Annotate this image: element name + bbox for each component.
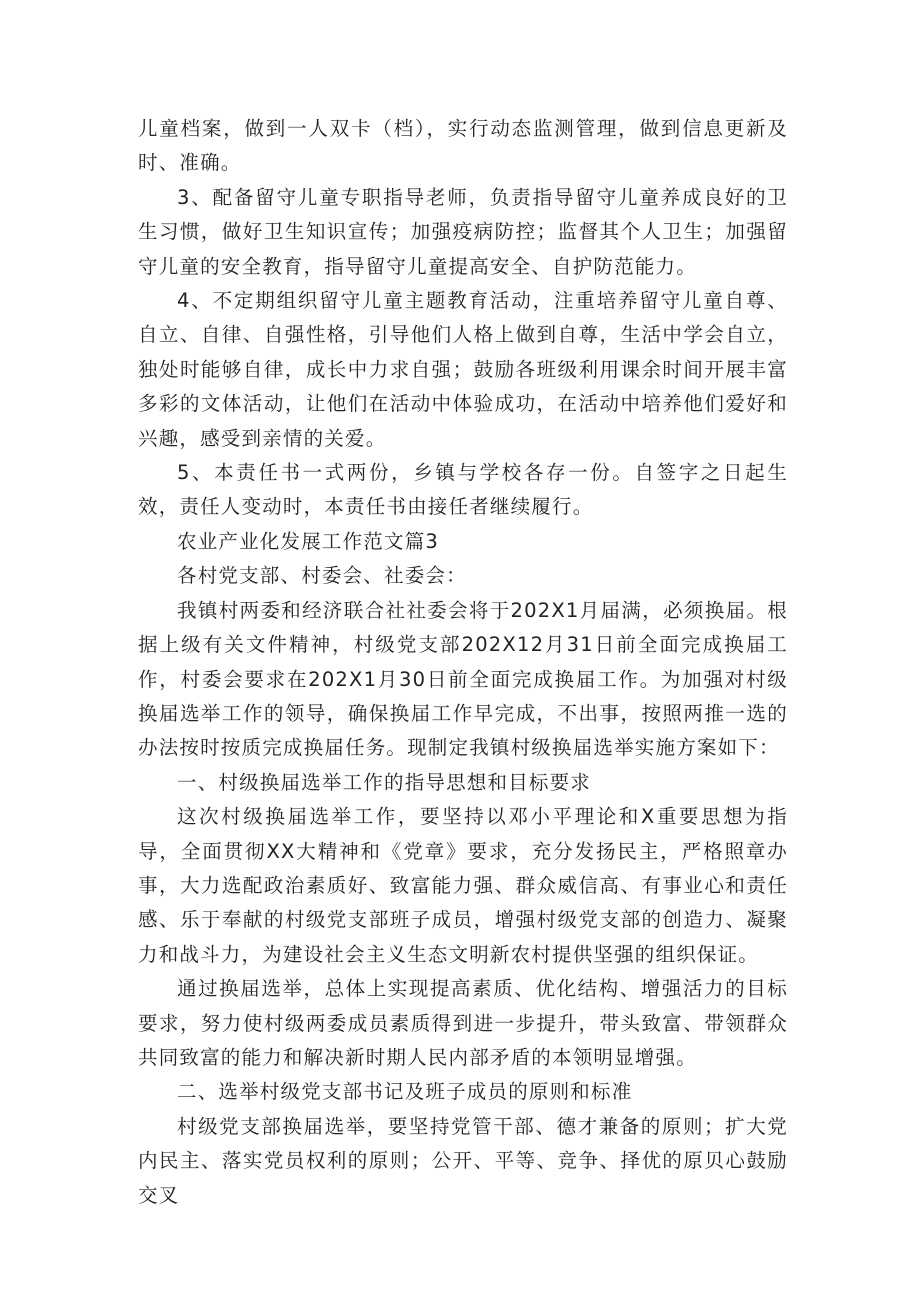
document-body [138, 112, 788, 1213]
paragraph-intro: 我镇村两委和经济联合社社委会将于202X1月届满，必须换届。根据上级有关文件精神，村级党支部202X12月31日前全面完成换届工作，村委会要求在202X1月30日前全面完成换届工作。为加强对村级换届选举工作的领导，确保换届工作早完成，不出事，按照两推一选的办法按时按质完成换届任务。现制定我镇村级换届选举实施方案如下： [138, 598, 788, 760]
section-title: 农业产业化发展工作范文篇3 [177, 529, 440, 553]
subheading-guiding-ideology: 一、村级换届选举工作的指导思想和目标要求 [177, 770, 592, 794]
paragraph-children-archive: 儿童档案，做到一人双卡（档），实行动态监测管理，做到信息更新及时、准确。 [138, 117, 788, 175]
subheading-principles: 二、选举村级党支部书记及班子成员的原则和标准 [177, 1080, 633, 1104]
paragraph-principles: 村级党支部换届选举，要坚持党管干部、德才兼备的原则；扩大党内民主、落实党员权利的原则；公开、平等、竞争、择优的原贝心鼓励交叉 [138, 1114, 788, 1207]
paragraph-guiding-ideology: 这次村级换届选举工作，要坚持以邓小平理论和X重要思想为指导，全面贯彻XX大精神和《党章》要求，充分发扬民主，严格照章办事，大力选配政治素质好、致富能力强、群众威信高、有事业心和责任感、乐于奉献的村级党支部班子成员，增强村级党支部的创造力、凝聚力和战斗力，为建设社会主义生态文明新农村提供坚强的组织保证。 [138, 805, 788, 966]
paragraph-item-4: 4、不定期组织留守儿童主题教育活动，注重培养留守儿童自尊、自立、自律、自强性格，引导他们人格上做到自尊，生活中学会自立，独处时能够自律，成长中力求自强；鼓励各班级利用课余时间开展丰富多彩的文体活动，让他们在活动中体验成功，在活动中培养他们爱好和兴趣，感受到亲情的关爱。 [138, 289, 788, 450]
paragraph-objectives: 通过换届选举，总体上实现提高素质、优化结构、增强活力的目标要求，努力使村级两委成员素质得到进一步提升，带头致富、带领群众共同致富的能力和解决新时期人民内部矛盾的本领明显增强。 [138, 977, 788, 1069]
paragraph-item-5: 5、本责任书一式两份，乡镇与学校各存一份。自签字之日起生效，责任人变动时，本责任书由接任者继续履行。 [138, 461, 788, 519]
paragraph-item-3: 3、配备留守儿童专职指导老师，负责指导留守儿童养成良好的卫生习惯，做好卫生知识宣传；加强疫病防控；监督其个人卫生；加强留守儿童的安全教育，指导留守儿童提高安全、自护防范能力。 [138, 185, 788, 278]
salutation: 各村党支部、村委会、社委会： [177, 564, 467, 588]
